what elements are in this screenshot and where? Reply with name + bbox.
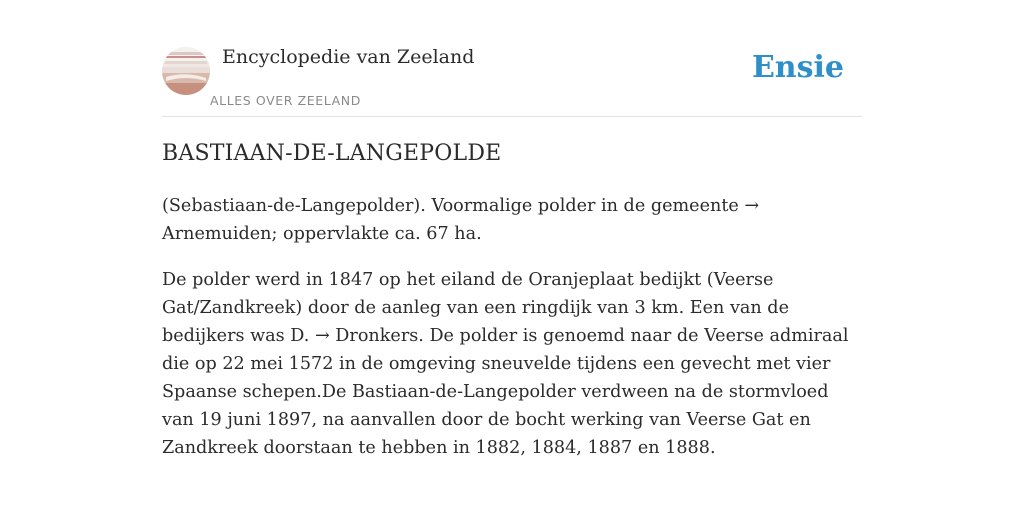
site-avatar[interactable] <box>162 47 210 95</box>
entry-paragraph-1 <box>162 192 862 248</box>
site-tagline: ALLES OVER ZEELAND <box>210 93 361 108</box>
xref-link-arnemuiden[interactable]: → Arnemuiden <box>162 196 760 244</box>
entry-title: BASTIAAN-DE-LANGEPOLDE <box>162 141 502 166</box>
paragraph-text: De polder werd in 1847 op het eiland de Oranjeplaat bedijkt (Veerse Gat/Zandkreek) door de aanleg van een ringdijk van 3 km. Een van de bedijkers was D. <box>162 270 789 346</box>
site-header <box>162 44 862 117</box>
entry-content <box>162 138 862 480</box>
paragraph-text: . De polder is genoemd naar de Veerse admiraal die op 22 mei 1572 in de omgeving sneuvelde tijdens een gevecht met vier Spaanse schepen.De Bastiaan-de-Langepolder verdween na de stormvloed van 19 juni 1897, na aanvallen door de bocht werking van Veerse Gat en Zandkreek doorstaan te hebben in 1882, 1884, 1887 en 1888. <box>162 326 849 458</box>
xref-link-dronkers[interactable]: → Dronkers <box>314 326 419 346</box>
avatar-image <box>162 47 210 95</box>
paragraph-text: ; oppervlakte ca. 67 ha. <box>271 224 482 244</box>
entry-paragraph-2 <box>162 266 862 462</box>
ensie-logo-link[interactable]: Ensie <box>751 50 844 85</box>
site-title-link[interactable]: Encyclopedie van Zeeland <box>222 46 475 68</box>
paragraph-text: (Sebastiaan-de-Langepolder). Voormalige polder in de gemeente <box>162 196 745 216</box>
